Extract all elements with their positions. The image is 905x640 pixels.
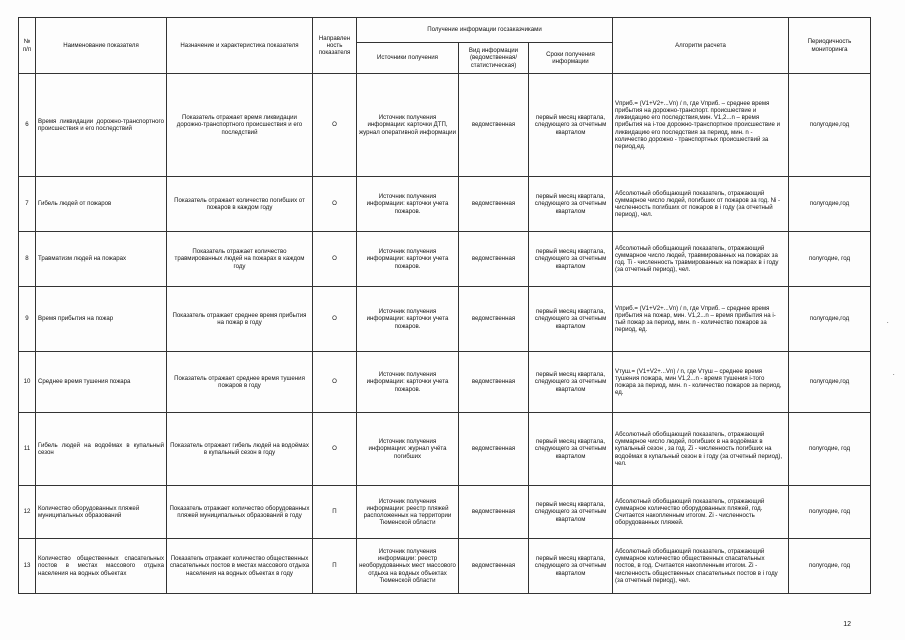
row-deadline: первый месяц квартала, следующего за отчетным кварталом <box>529 486 613 539</box>
table-row <box>19 539 871 594</box>
header-algorithm: Алгоритм расчета <box>613 18 789 74</box>
scan-mark: · <box>886 318 889 327</box>
row-algorithm: Абсолютный обобщающий показатель, отражающий суммарное число людей, погибших в на водоёмах в купальный сезон , за год. Zi - численность погибших на водоёмах в купальный сезон в i году (за отчетный период), чел. <box>613 413 789 486</box>
row-name: Гибель людей от пожаров <box>36 177 167 232</box>
row-description: Показатель отражает количество оборудованных пляжей муниципальных образований в году <box>167 486 313 539</box>
row-deadline: первый месяц квартала, следующего за отчетным кварталом <box>529 352 613 413</box>
row-periodicity: полугодие, год <box>789 413 871 486</box>
row-source: Источник получения информации: карточки ДТП, журнал оперативной информации <box>357 74 459 177</box>
row-periodicity: полугодие,год <box>789 177 871 232</box>
row-info-type: ведомственная <box>459 413 529 486</box>
row-source: Источник получения информации: реестр необорудованных мест массового отдыха на водных объектах Тюменской области <box>357 539 459 594</box>
row-deadline: первый месяц квартала, следующего за отчетным кварталом <box>529 232 613 287</box>
row-source: Источник получения информации: журнал учёта погибших <box>357 413 459 486</box>
row-algorithm: Абсолютный обобщающий показатель, отражающий суммарное количество оборудованных пляжей, год. Считается накопленным итогом. Zi - численность оборудованных пляжей. <box>613 486 789 539</box>
row-periodicity: полугодие, год <box>789 232 871 287</box>
row-info-type: ведомственная <box>459 74 529 177</box>
row-direction: О <box>313 74 357 177</box>
row-name: Количество общественных спасательных постов в местах массового отдыха населения на водных объектах <box>36 539 167 594</box>
row-algorithm: Vтуш.= (V1+V2+...Vn) / n, где Vтуш – среднее время тушения пожара, мин V1,2...n - время тушения i-того пожара за период, мин. n - количество пожаров за период, ед. <box>613 352 789 413</box>
row-direction: О <box>313 287 357 352</box>
row-info-type: ведомственная <box>459 287 529 352</box>
row-description: Показатель отражает среднее время прибытия на пожар в году <box>167 287 313 352</box>
row-name: Количество оборудованных пляжей муниципальных образований <box>36 486 167 539</box>
row-algorithm: Абсолютный обобщающий показатель, отражающий суммарное число людей, травмированных на пожарах за год. Ti - численность травмированных на пожарах в i году (за отчетный период), чел. <box>613 232 789 287</box>
row-name: Время ликвидации дорожно-транспортного происшествия и его последствий <box>36 74 167 177</box>
row-description: Показатель отражает количество погибших от пожаров в каждом году <box>167 177 313 232</box>
indicators-table <box>18 17 871 594</box>
table-row <box>19 413 871 486</box>
row-direction: О <box>313 352 357 413</box>
row-periodicity: полугодие, год <box>789 486 871 539</box>
row-num: 11 <box>19 413 36 486</box>
row-algorithm: Абсолютный обобщающий показатель, отражающий суммарное количество общественных спасательных постов, в год. Считается накопленным итогом. Zi - численность общественных спасательных постов в i году (за отчетный период), чел. <box>613 539 789 594</box>
row-name: Гибель людей на водоёмах в купальный сезон <box>36 413 167 486</box>
table-row <box>19 352 871 413</box>
header-num: № п/п <box>19 18 36 74</box>
header-sources: Источники получения <box>357 43 459 74</box>
row-source: Источник получения информации: карточки учета пожаров. <box>357 352 459 413</box>
row-source: Источник получения информации: реестр пляжей расположенных на территории Тюменской области <box>357 486 459 539</box>
row-source: Источник получения информации: карточки учета пожаров. <box>357 287 459 352</box>
row-deadline: первый месяц квартала, следующего за отчетным кварталом <box>529 74 613 177</box>
row-algorithm: Vприб.= (V1+V2+...Vn) / n, где Vприб. – среднее время прибытия на пожар, мин. V1,2...n – время прибытия на i-тый пожар за период, мин. n - количество пожаров за период, ед. <box>613 287 789 352</box>
row-algorithm: Vприб.= (V1+V2+...Vn) / n, где Vприб. – среднее время прибытия на дорожно-транспорт. происшествие и ликвидацию его последствия,мин. V1,2...n – время прибытия на i-тое дорожно-транспортное происшествие и ликвидацию его последствия за период, мин. n - количество дорожно - транспортных происшествий за период,ед. <box>613 74 789 177</box>
row-periodicity: полугодие, год <box>789 539 871 594</box>
row-num: 6 <box>19 74 36 177</box>
row-num: 9 <box>19 287 36 352</box>
header-info-type: Вид информации (ведомственная/ статистическая) <box>459 43 529 74</box>
table-row <box>19 287 871 352</box>
row-description: Показатель отражает количество травмированных людей на пожарах в каждом году <box>167 232 313 287</box>
row-name: Среднее время тушения пожара <box>36 352 167 413</box>
row-info-type: ведомственная <box>459 232 529 287</box>
row-num: 10 <box>19 352 36 413</box>
header-periodicity: Периодичность мониторинга <box>789 18 871 74</box>
header-description: Назначение и характеристика показателя <box>167 18 313 74</box>
row-description: Показатель отражает среднее время тушения пожаров в году <box>167 352 313 413</box>
row-num: 12 <box>19 486 36 539</box>
table-row <box>19 74 871 177</box>
header-deadlines: Сроки получения информации <box>529 43 613 74</box>
row-source: Источник получения информации: карточки учета пожаров. <box>357 232 459 287</box>
row-direction: О <box>313 232 357 287</box>
document-page <box>18 17 870 594</box>
row-deadline: первый месяц квартала, следующего за отчетным кварталом <box>529 287 613 352</box>
row-periodicity: полугодие,год <box>789 352 871 413</box>
row-description: Показатель отражает количество общественных спасательных постов в местах массового отдыха населения на водных объектах в году <box>167 539 313 594</box>
row-info-type: ведомственная <box>459 486 529 539</box>
row-direction: П <box>313 486 357 539</box>
row-num: 13 <box>19 539 36 594</box>
row-name: Время прибытия на пожар <box>36 287 167 352</box>
table-row <box>19 486 871 539</box>
row-num: 8 <box>19 232 36 287</box>
row-description: Показатель отражает гибель людей на водоёмах в купальный сезон в году <box>167 413 313 486</box>
row-periodicity: полугодие,год <box>789 287 871 352</box>
table-row <box>19 232 871 287</box>
row-deadline: первый месяц квартала, следующего за отчетным кварталом <box>529 413 613 486</box>
row-source: Источник получения информации: карточки учета пожаров. <box>357 177 459 232</box>
table-row <box>19 177 871 232</box>
header-gov-info: Получение информации госзаказчиками <box>357 18 613 43</box>
header-name: Наименование показателя <box>36 18 167 74</box>
header-direction: Направлен ность показателя <box>313 18 357 74</box>
table-header-row <box>19 18 871 43</box>
row-name: Травматизм людей на пожарах <box>36 232 167 287</box>
row-direction: О <box>313 177 357 232</box>
row-deadline: первый месяц квартала, следующего за отчетным кварталом <box>529 539 613 594</box>
row-num: 7 <box>19 177 36 232</box>
scan-mark: · <box>892 370 895 379</box>
row-description: Показатель отражает время ликвидации дорожно-транспортного происшествия и его последствий <box>167 74 313 177</box>
row-info-type: ведомственная <box>459 539 529 594</box>
row-info-type: ведомственная <box>459 352 529 413</box>
page-number: 12 <box>843 621 851 628</box>
row-direction: П <box>313 539 357 594</box>
row-info-type: ведомственная <box>459 177 529 232</box>
row-periodicity: полугодие,год <box>789 74 871 177</box>
row-deadline: первый месяц квартала, следующего за отчетным кварталом <box>529 177 613 232</box>
row-algorithm: Абсолютный обобщающий показатель, отражающий суммарное число людей, погибших от пожаров за год. Ni - численность погибших от пожаров в i году (за отчетный период), чел. <box>613 177 789 232</box>
row-direction: О <box>313 413 357 486</box>
